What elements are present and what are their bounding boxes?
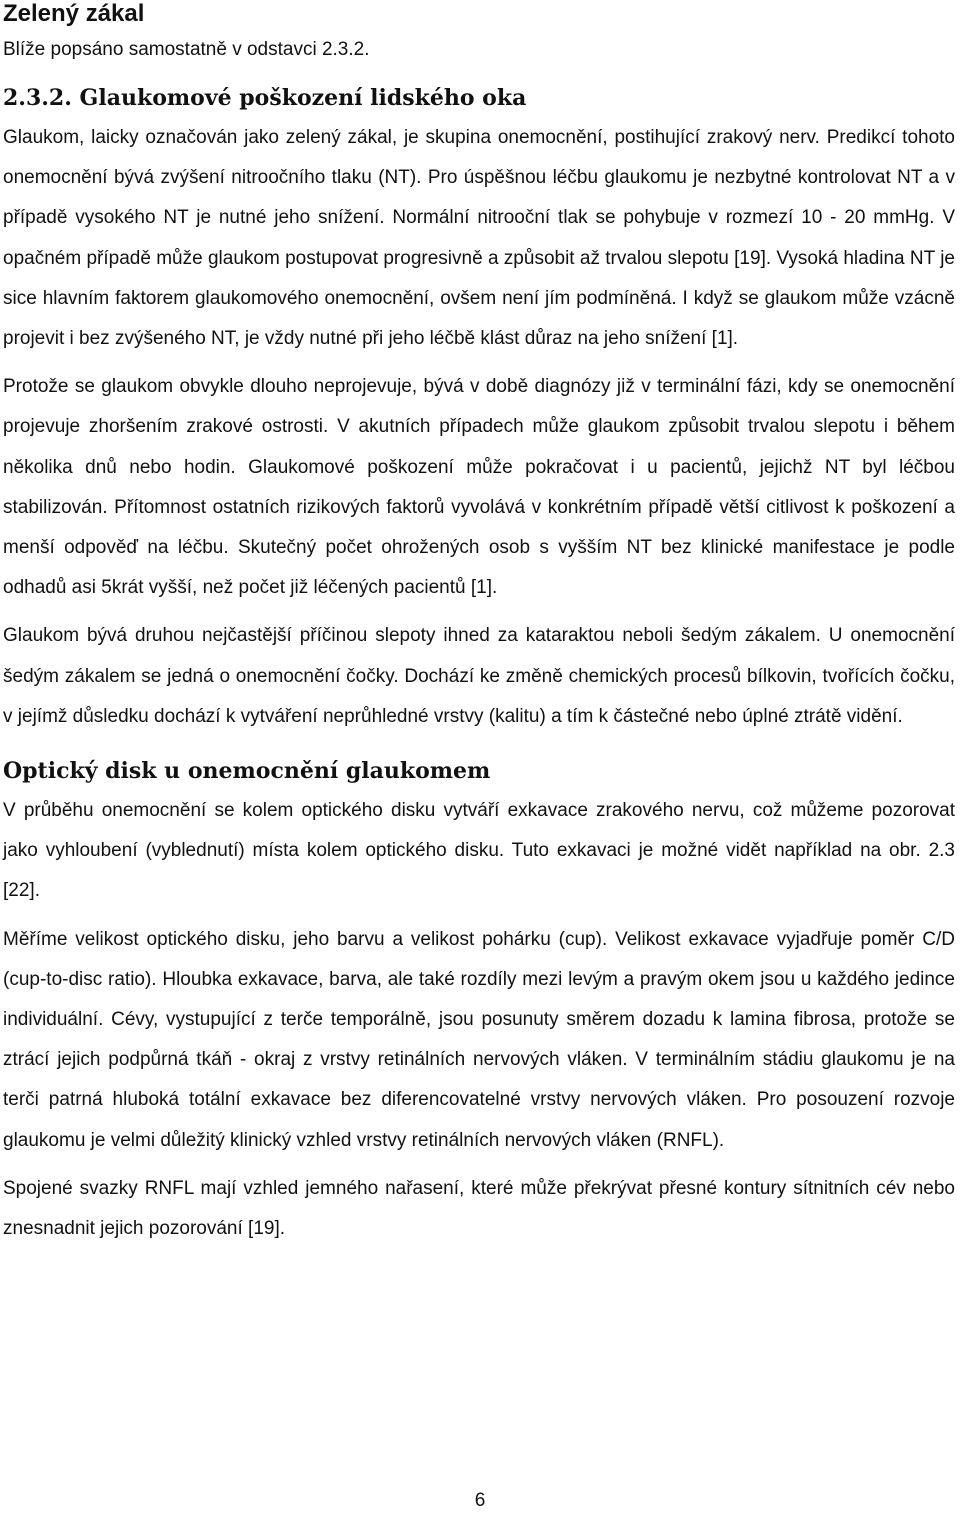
page-number: 6 — [474, 1490, 486, 1511]
spacer — [3, 608, 955, 616]
spacer — [3, 912, 955, 920]
spacer — [3, 1161, 955, 1169]
paragraph-glaucoma-2: Protože se glaukom obvykle dlouho neprojevuje, bývá v době diagnózy již v terminální fázi, kdy se onemocnění projevuje zhoršením zrakové ostrosti. V akutních případech může glaukom způsobit trvalou slepotu i během několika dnů nebo hodin. Glaukomové poškození může pokračovat i u pacientů, jejichž NT byl léčbou stabilizován. Přítomnost ostatních rizikových faktorů vyvolává v konkrétním případě větší citlivost k poškození a menší odpověď na léčbu. Skutečný počet ohrožených osob s vyšším NT bez klinické manifestace je podle odhadů asi 5krát vyšší, než počet již léčených pacientů [1]. — [3, 376, 955, 599]
section-heading-optic-disc: Optický disk u onemocnění glaukomem — [3, 758, 491, 785]
paragraph-glaucoma-1: Glaukom, laicky označován jako zelený zákal, je skupina onemocnění, postihující zrakový nerv. Predikcí tohoto onemocnění bývá zvýšení nitroočního tlaku (NT). Pro úspěšnou léčbu glaukomu je nezbytné kontrolovat NT a v případě vysokého NT je nutné jeho snížení. Normální nitrooční tlak se pohybuje v rozmezí 10 - 20 mmHg. V opačném případě může glaukom postupovat progresivně a způsobit až trvalou slepotu [19]. Vysoká hladina NT je sice hlavním faktorem glaukomového onemocnění, ovšem není jím podmíněná. I když se glaukom může vzácně projevit i bez zvýšeného NT, je vždy nutné při jeho léčbě klást důraz na jeho snížení [1]. — [3, 127, 955, 350]
spacer — [3, 359, 955, 367]
paragraph-glaucoma-3: Glaukom bývá druhou nejčastější příčinou slepoty ihned za kataraktou neboli šedým zákalem. U onemocnění šedým zákalem se jedná o onemocnění čočky. Dochází ke změně chemických procesů bílkovin, tvořících čočku, v jejímž důsledku dochází k vytváření neprůhledné vrstvy (kalitu) a tím k částečné nebo úplné ztrátě vidění. — [3, 625, 955, 727]
paragraph-optic-disc-1: V průběhu onemocnění se kolem optického disku vytváří exkavace zrakového nervu, což můžeme pozorovat jako vyhloubení (vyblednutí) místa kolem optického disku. Tuto exkavaci je možné vidět například na obr. 2.3 [22]. — [3, 800, 955, 902]
paragraph-optic-disc-3: Spojené svazky RNFL mají vzhled jemného nařasení, které může překrývat přesné kontury sítnitních cév nebo znesnadnit jejich pozorování [19]. — [3, 1177, 955, 1240]
section-heading-glaucoma: 2.3.2. Glaukomové poškození lidského oka — [3, 85, 527, 111]
spacer — [3, 72, 955, 84]
section-heading-green-cataract: Zelený zákal — [3, 0, 145, 27]
spacer — [3, 737, 955, 757]
cross-reference-paragraph: Blíže popsáno samostatně v odstavci 2.3.2. — [3, 39, 370, 60]
document-page — [3, 0, 955, 1249]
paragraph-optic-disc-2: Měříme velikost optického disku, jeho barvu a velikost pohárku (cup). Velikost exkavace vyjadřuje poměr C/D (cup-to-disc ratio). Hloubka exkavace, barva, ale také rozdíly mezi levým a pravým okem jsou u každého jedince individuální. Cévy, vystupující z terče temporálně, jsou posunuty směrem dozadu k lamina fibrosa, protože se ztrácí jejich podpůrná tkáň - okraj z vrstvy retinálních nervových vláken. V terminálním stádiu glaukomu je na terči patrná hluboká totální exkavace bez diferencovatelné vrstvy nervových vláken. Pro posouzení rozvoje glaukomu je velmi důležitý klinický vzhled vrstvy retinálních nervových vláken (RNFL). — [3, 928, 955, 1151]
